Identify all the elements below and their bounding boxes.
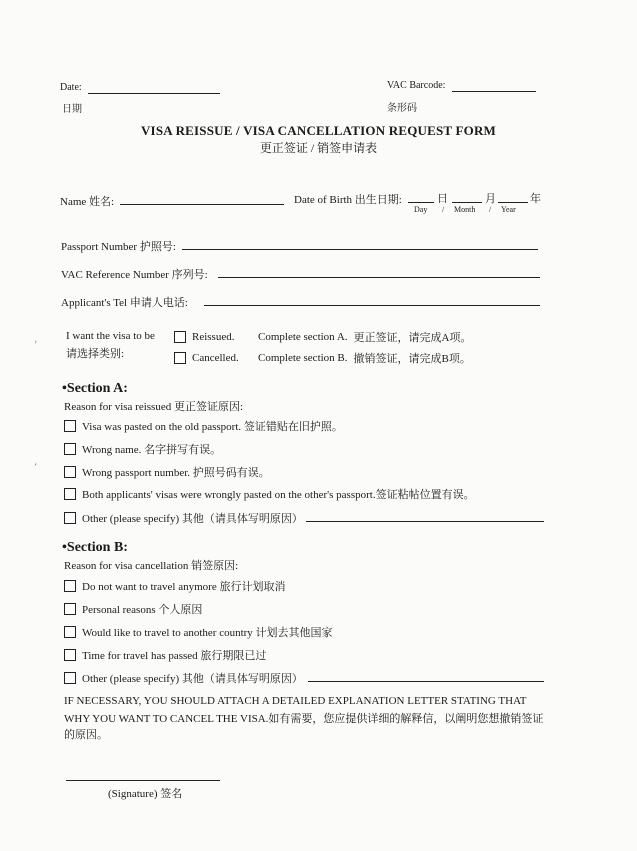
section-a-item[interactable]	[64, 441, 221, 457]
section-b-item[interactable]	[64, 601, 202, 617]
section-b-item-label: Personal reasons 个人原因	[82, 604, 203, 616]
section-a-item[interactable]	[64, 464, 270, 480]
checkbox[interactable]	[64, 443, 76, 455]
barcode-label-zh: 条形码	[387, 103, 417, 114]
notice-line-2: WHY YOU WANT TO CANCEL THE VISA.如有需要，您应提供详细的解释信，以阐明您想撤销签证	[64, 713, 544, 725]
section-a-heading: •Section A:	[62, 381, 128, 396]
scan-speck: ʻ	[34, 462, 38, 473]
barcode-field[interactable]	[452, 91, 536, 92]
section-a-other-field[interactable]	[306, 521, 544, 522]
visa-type-prompt: I want the visa to be	[66, 330, 155, 342]
checkbox[interactable]	[64, 649, 76, 661]
notice-line-1: IF NECESSARY, YOU SHOULD ATTACH A DETAILED EXPLANATION LETTER STATING THAT	[64, 695, 527, 707]
section-a-item-label: Wrong name. 名字拼写有误。	[82, 444, 222, 456]
section-b-item-label: Would like to travel to another country 计划去其他国家	[82, 627, 333, 639]
dob-day-zh: 日	[437, 193, 448, 205]
signature-label: (Signature) 签名	[108, 788, 183, 800]
option-reissued-instruction: Complete section A.	[258, 331, 348, 343]
checkbox[interactable]	[64, 580, 76, 592]
option-reissued[interactable]	[174, 329, 471, 345]
section-b-reason-label: Reason for visa cancellation 销签原因:	[64, 560, 239, 572]
option-cancelled[interactable]	[174, 350, 471, 366]
barcode-label: VAC Barcode:	[387, 80, 446, 91]
checkbox[interactable]	[64, 512, 76, 524]
dob-month-field[interactable]	[452, 202, 482, 203]
option-cancelled-label: Cancelled.	[192, 352, 239, 364]
option-reissued-label: Reissued.	[192, 331, 235, 343]
passport-field[interactable]	[182, 249, 538, 250]
notice-line-3: 的原因。	[64, 729, 108, 741]
visa-type-prompt-zh: 请选择类别:	[66, 348, 125, 360]
tel-field[interactable]	[204, 305, 540, 306]
date-label: Date:	[60, 82, 82, 93]
section-a-item[interactable]	[64, 486, 475, 502]
section-b-item-label: Time for travel has passed 旅行期限已过	[82, 650, 267, 662]
section-a-item-label: Other (please specify) 其他（请具体写明原因）	[82, 513, 303, 525]
signature-field[interactable]	[66, 780, 220, 781]
option-cancelled-zh: 撤销签证，请完成B项。	[353, 353, 471, 365]
dob-month-zh: 月	[485, 193, 496, 205]
date-label-zh: 日期	[62, 104, 82, 115]
section-a-item-label: Wrong passport number. 护照号码有误。	[82, 467, 270, 479]
option-cancelled-instruction: Complete section B.	[258, 352, 348, 364]
checkbox[interactable]	[64, 672, 76, 684]
section-a-item[interactable]	[64, 510, 303, 526]
dob-year-field[interactable]	[498, 202, 528, 203]
cancelled-checkbox[interactable]	[174, 352, 186, 364]
dob-sep-1: /	[442, 205, 445, 214]
name-field[interactable]	[120, 204, 284, 205]
dob-year-zh: 年	[530, 193, 541, 205]
dob-day-field[interactable]	[408, 202, 434, 203]
vac-ref-label: VAC Reference Number 序列号:	[61, 269, 208, 281]
option-reissued-zh: 更正签证，请完成A项。	[353, 332, 472, 344]
section-b-item[interactable]	[64, 647, 266, 663]
section-a-reason-label: Reason for visa reissued 更正签证原因:	[64, 401, 244, 413]
scan-speck: ʼ	[34, 340, 38, 351]
dob-day-caption: Day	[414, 205, 428, 214]
section-b-heading: •Section B:	[62, 540, 128, 555]
vac-ref-field[interactable]	[218, 277, 540, 278]
checkbox[interactable]	[64, 420, 76, 432]
checkbox[interactable]	[64, 603, 76, 615]
date-field[interactable]	[88, 93, 220, 94]
checkbox[interactable]	[64, 466, 76, 478]
tel-label: Applicant's Tel 申请人电话:	[61, 297, 188, 309]
checkbox[interactable]	[64, 626, 76, 638]
dob-label: Date of Birth 出生日期:	[294, 194, 402, 206]
section-a-item[interactable]	[64, 418, 343, 434]
section-b-item[interactable]	[64, 578, 285, 594]
section-a-item-label: Visa was pasted on the old passport. 签证错贴在旧护照。	[82, 421, 343, 433]
section-b-item-label: Do not want to travel anymore 旅行计划取消	[82, 581, 286, 593]
section-a-item-label: Both applicants' visas were wrongly pasted on the other's passport.签证粘帖位置有误。	[82, 489, 475, 501]
section-b-other-field[interactable]	[308, 681, 544, 682]
dob-month-caption: Month	[454, 205, 476, 214]
section-b-item[interactable]	[64, 624, 333, 640]
passport-label: Passport Number 护照号:	[61, 241, 176, 253]
checkbox[interactable]	[64, 488, 76, 500]
form-title: VISA REISSUE / VISA CANCELLATION REQUEST FORM	[140, 123, 497, 138]
section-b-item[interactable]	[64, 670, 303, 686]
reissued-checkbox[interactable]	[174, 331, 186, 343]
dob-sep-2: /	[489, 205, 492, 214]
section-b-item-label: Other (please specify) 其他（请具体写明原因）	[82, 673, 303, 685]
name-label: Name 姓名:	[60, 196, 115, 208]
dob-year-caption: Year	[501, 205, 516, 214]
form-subtitle: 更正签证 / 销签申请表	[259, 141, 378, 155]
